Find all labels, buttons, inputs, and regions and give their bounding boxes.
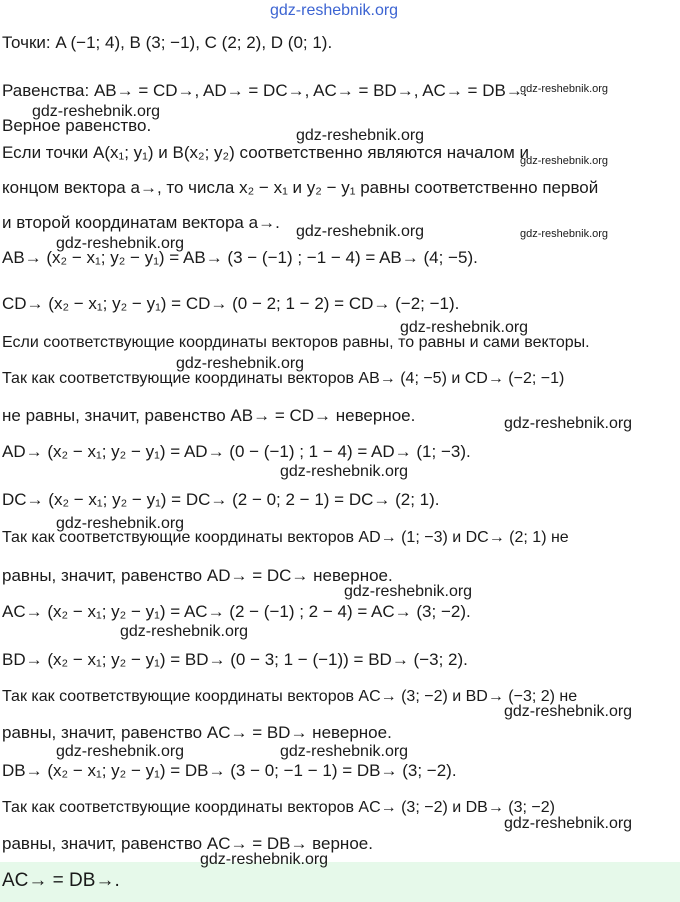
solution-line: Так как соответствующие координаты векторов AB→ (4; −5) и CD→ (−2; −1) [2,370,565,387]
answer-line: AC→ = DB→. [2,870,120,891]
watermark: gdz-reshebnik.org [520,83,609,95]
watermark: gdz-reshebnik.org [520,155,609,167]
watermark: gdz-reshebnik.org [120,623,249,640]
solution-line: AC→ (x₂ − x₁; y₂ − y₁) = AC→ (2 − (−1) ; 2 − 4) = AC→ (3; −2). [2,602,471,621]
watermark: gdz-reshebnik.org [504,703,633,720]
watermark: gdz-reshebnik.org [296,223,425,240]
watermark: gdz-reshebnik.org [32,103,161,120]
solution-line: концом вектора a→, то числа x₂ − x₁ и y₂ − y₁ равны соответственно первой [2,178,599,197]
solution-line: Так как соответствующие координаты векторов AC→ (3; −2) и BD→ (−3; 2) не [2,688,578,705]
solution-line: AB→ (x₂ − x₁; y₂ − y₁) = AB→ (3 − (−1) ; −1 − 4) = AB→ (4; −5). [2,248,478,267]
watermark-header: gdz-reshebnik.org [270,2,399,19]
solution-line: Равенства: AB→ = CD→, AD→ = DC→, AC→ = BD→, AC→ = DB→. [2,81,528,100]
solution-line: BD→ (x₂ − x₁; y₂ − y₁) = BD→ (0 − 3; 1 − (−1)) = BD→ (−3; 2). [2,650,468,669]
watermark: gdz-reshebnik.org [56,515,185,532]
watermark: gdz-reshebnik.org [296,127,425,144]
watermark: gdz-reshebnik.org [504,415,633,432]
solution-line: CD→ (x₂ − x₁; y₂ − y₁) = CD→ (0 − 2; 1 − 2) = CD→ (−2; −1). [2,294,460,313]
solution-line: равны, значит, равенство AC→ = BD→ неверное. [2,723,392,742]
solution-line: DB→ (x₂ − x₁; y₂ − y₁) = DB→ (3 − 0; −1 − 1) = DB→ (3; −2). [2,761,457,780]
solution-line: Если точки A(x₁; y₁) и B(x₂; y₂) соответственно являются началом и [2,143,530,162]
solution-line: DC→ (x₂ − x₁; y₂ − y₁) = DC→ (2 − 0; 2 − 1) = DC→ (2; 1). [2,490,440,509]
solution-line: и второй координатам вектора a→. [2,213,280,232]
solution-line: не равны, значит, равенство AB→ = CD→ неверное. [2,406,416,425]
watermark: gdz-reshebnik.org [344,583,473,600]
solution-line: равны, значит, равенство AD→ = DC→ неверное. [2,566,393,585]
watermark: gdz-reshebnik.org [56,235,185,252]
watermark: gdz-reshebnik.org [520,228,609,240]
solution-line: Точки: A (−1; 4), B (3; −1), C (2; 2), D (0; 1). [2,33,333,52]
solution-line: Так как соответствующие координаты векторов AD→ (1; −3) и DC→ (2; 1) не [2,529,569,546]
solution-line: Если соответствующие координаты векторов равны, то равны и сами векторы. [2,334,590,351]
solution-line: Так как соответствующие координаты векторов AC→ (3; −2) и DB→ (3; −2) [2,799,555,816]
watermark: gdz-reshebnik.org [56,743,185,760]
watermark: gdz-reshebnik.org [200,851,329,868]
watermark: gdz-reshebnik.org [280,743,409,760]
watermark: gdz-reshebnik.org [176,355,305,372]
watermark: gdz-reshebnik.org [504,815,633,832]
solution-line: AD→ (x₂ − x₁; y₂ − y₁) = AD→ (0 − (−1) ; 1 − 4) = AD→ (1; −3). [2,442,471,461]
watermark: gdz-reshebnik.org [280,463,409,480]
solution-line: равны, значит, равенство AC→ = DB→ верное. [2,834,373,853]
solution-line: Верное равенство. [2,116,152,135]
watermark: gdz-reshebnik.org [400,319,529,336]
